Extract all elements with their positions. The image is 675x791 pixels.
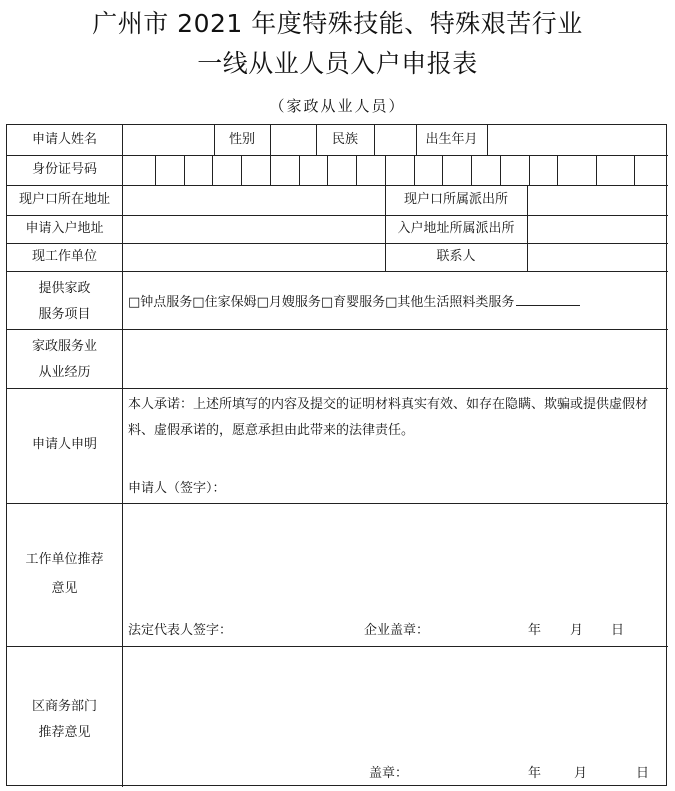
- label-column-divider: [122, 125, 123, 787]
- district-seal-label: 盖章：: [369, 766, 409, 781]
- form-title-line-1: 广州市 2021 年度特殊技能、特殊艰苦行业: [92, 9, 583, 38]
- date-year-label: 年: [528, 766, 542, 781]
- gender-field[interactable]: [272, 126, 315, 154]
- other-service-blank[interactable]: [516, 293, 580, 306]
- declaration-text: 本人承诺：上述所填写的内容及提交的证明材料真实有效、如存在隐瞒、欺骗或提供虚假材料、虚假承诺的，愿意承担由此带来的法律责任。: [128, 397, 649, 438]
- current-hukou-police-field[interactable]: [529, 186, 666, 214]
- contact-field[interactable]: [529, 244, 666, 270]
- row-divider: [7, 646, 668, 647]
- company-seal-label: 企业盖章：: [364, 623, 430, 638]
- label-applicant-name: 申请人姓名: [31, 132, 97, 147]
- experience-field[interactable]: [125, 331, 665, 387]
- label-experience: 家政服务业: [31, 339, 97, 354]
- cell-divider: [487, 125, 488, 155]
- date-year-label: 年: [528, 623, 542, 638]
- label-service-items: 提供家政: [38, 281, 91, 296]
- label-service-items: 服务项目: [38, 307, 91, 322]
- date-month-label: 月: [574, 766, 588, 781]
- label-current-hukou-police: 现户口所属派出所: [403, 192, 508, 207]
- declaration-signature-label: 申请人（签字）：: [128, 481, 226, 496]
- row-divider: [7, 329, 668, 330]
- label-employer: 现工作单位: [31, 249, 97, 264]
- ethnicity-field[interactable]: [376, 126, 415, 154]
- date-month-label: 月: [570, 623, 584, 638]
- label-declaration: 申请人申明: [31, 437, 97, 452]
- label-target-address: 申请入户地址: [25, 221, 104, 236]
- applicant-name-field[interactable]: [125, 126, 213, 154]
- cell-divider: [374, 125, 375, 155]
- form-subtitle: （家政从业人员）: [269, 97, 406, 115]
- cell-divider: [527, 185, 528, 271]
- date-day-label: 日: [636, 766, 650, 781]
- label-gender: 性别: [228, 132, 255, 147]
- label-experience: 从业经历: [38, 365, 91, 380]
- label-district-opinion: 区商务部门: [31, 699, 97, 714]
- district-opinion-field[interactable]: [125, 648, 665, 758]
- id-number-field[interactable]: [125, 156, 665, 184]
- row-divider: [7, 271, 668, 272]
- birth-field[interactable]: [489, 126, 666, 154]
- row-divider: [7, 503, 668, 504]
- legal-rep-signature-label: 法定代表人签字：: [128, 623, 233, 638]
- target-address-field[interactable]: [125, 216, 383, 242]
- date-day-label: 日: [611, 623, 625, 638]
- label-id-number: 身份证号码: [31, 162, 97, 177]
- label-employer-opinion: 意见: [51, 581, 78, 596]
- cell-divider: [270, 125, 271, 155]
- employer-opinion-field[interactable]: [125, 505, 665, 615]
- current-hukou-address-field[interactable]: [125, 186, 383, 214]
- form-title-line-2: 一线从业人员入户申报表: [197, 49, 478, 78]
- target-police-field[interactable]: [529, 216, 666, 242]
- label-current-hukou-address: 现户口所在地址: [18, 192, 110, 207]
- label-target-police: 入户地址所属派出所: [397, 221, 515, 236]
- label-contact: 联系人: [436, 249, 476, 264]
- application-form-table: [6, 124, 667, 786]
- row-divider: [7, 388, 668, 389]
- label-district-opinion: 推荐意见: [38, 725, 91, 740]
- label-employer-opinion: 工作单位推荐: [25, 552, 104, 567]
- employer-field[interactable]: [125, 244, 383, 270]
- label-ethnicity: 民族: [331, 132, 358, 147]
- service-options-text[interactable]: □钟点服务□住家保姆□月嫂服务□育婴服务□其他生活照料类服务: [128, 295, 515, 310]
- label-birth: 出生年月: [425, 132, 478, 147]
- service-options[interactable]: [128, 293, 580, 311]
